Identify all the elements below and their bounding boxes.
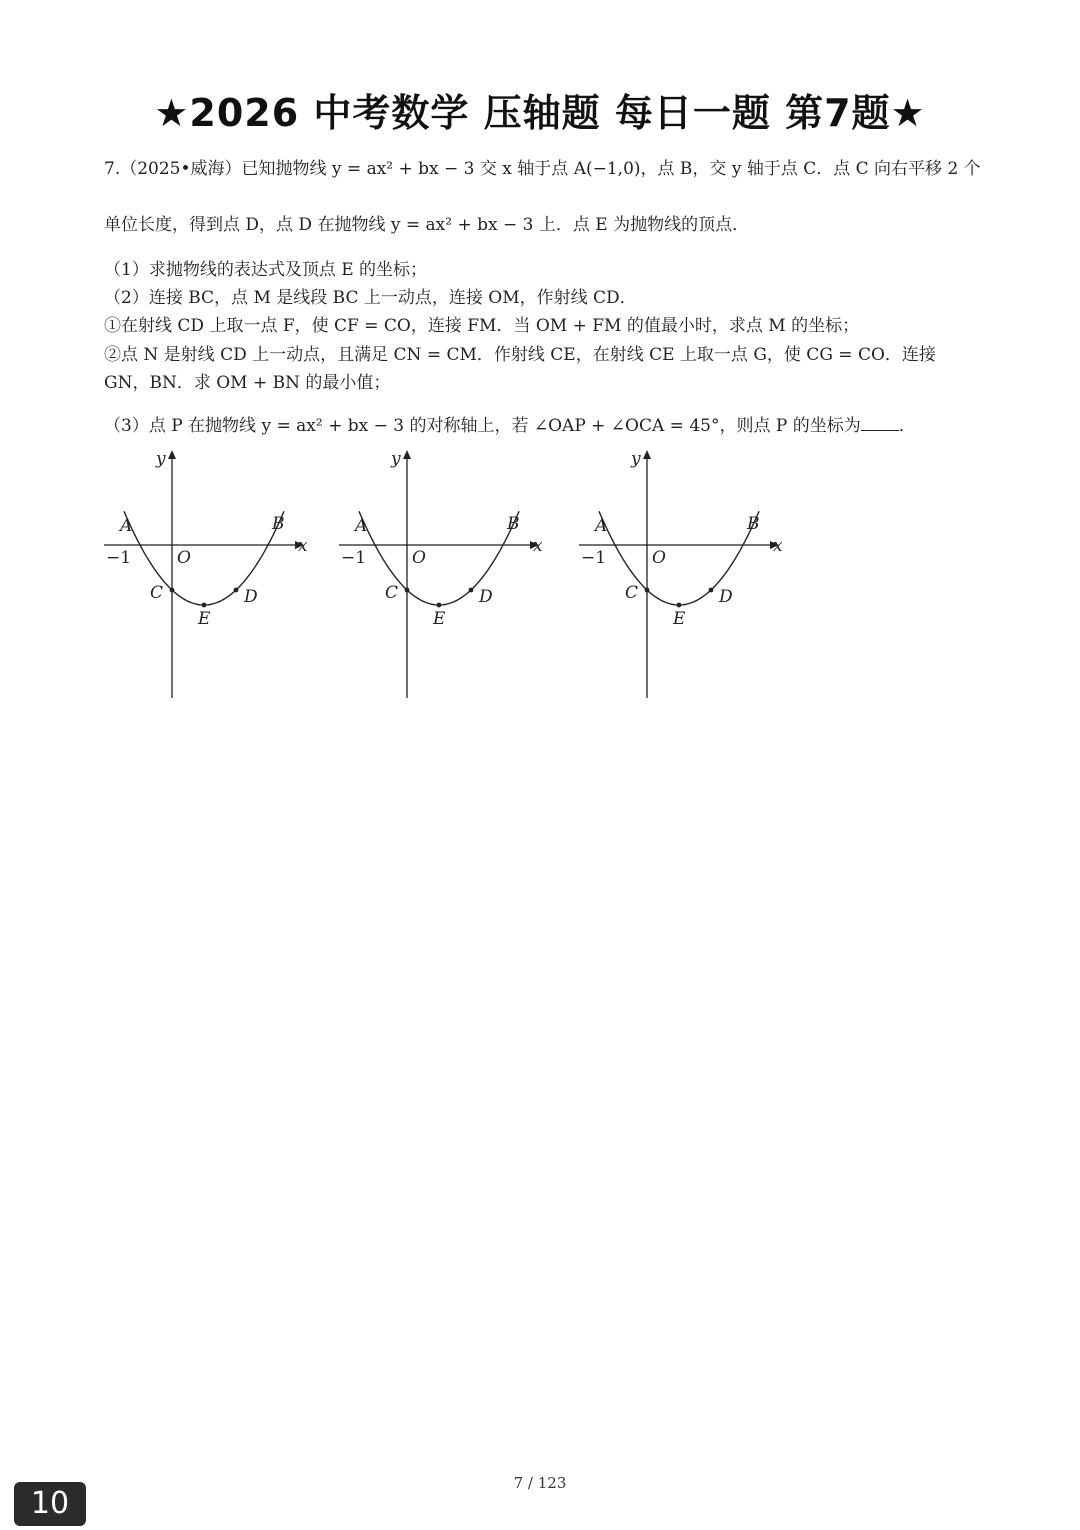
point-d xyxy=(709,588,714,593)
question-2a: ①在射线 CD 上取一点 F，使 CF = CO，连接 FM．当 OM + FM 的值最小时，求点 M 的坐标； xyxy=(104,316,860,336)
answer-blank xyxy=(861,416,899,431)
label-c: C xyxy=(385,583,399,603)
label-a: A xyxy=(120,516,133,536)
y-axis-arrow xyxy=(168,450,176,459)
label-e: E xyxy=(673,609,686,629)
label-x: x xyxy=(773,536,783,556)
label-y: y xyxy=(156,449,166,469)
parabola-svg xyxy=(575,448,785,703)
question-2b-line-2: GN，BN．求 OM + BN 的最小值； xyxy=(104,373,391,393)
label-c: C xyxy=(150,583,164,603)
parabola-curve xyxy=(599,511,759,605)
label-y: y xyxy=(391,449,401,469)
point-d xyxy=(469,588,474,593)
parabola-curve xyxy=(359,511,519,605)
parabola-figure-2 xyxy=(335,448,545,703)
label-d: D xyxy=(719,587,733,607)
problem-line-1: 7.（2025•威海）已知抛物线 y = ax² + bx − 3 交 x 轴于点 A(−1,0)，点 B，交 y 轴于点 C．点 C 向右平移 2 个 xyxy=(104,159,981,179)
label-d: D xyxy=(479,587,493,607)
label-d: D xyxy=(244,587,258,607)
page-badge: 10 xyxy=(14,1482,86,1526)
question-3-end: ． xyxy=(898,416,916,436)
page-title: ★2026 中考数学 压轴题 每日一题 第7题★ xyxy=(154,91,926,135)
parabola-curve xyxy=(124,511,284,605)
parabola-svg xyxy=(100,448,310,703)
parabola-figure-1 xyxy=(100,448,310,703)
label-b: B xyxy=(507,514,520,534)
parabola-svg xyxy=(335,448,545,703)
label-x: x xyxy=(298,536,308,556)
point-c xyxy=(645,588,650,593)
label-o: O xyxy=(412,548,426,568)
label-neg1: −1 xyxy=(581,548,607,568)
point-e xyxy=(677,603,682,608)
figure-row xyxy=(100,448,800,708)
label-b: B xyxy=(747,514,760,534)
label-o: O xyxy=(652,548,666,568)
label-a: A xyxy=(355,516,368,536)
problem-line-2: 单位长度，得到点 D，点 D 在抛物线 y = ax² + bx − 3 上．点 E 为抛物线的顶点． xyxy=(104,215,750,235)
point-c xyxy=(170,588,175,593)
label-e: E xyxy=(433,609,446,629)
label-y: y xyxy=(631,449,641,469)
label-a: A xyxy=(595,516,608,536)
point-e xyxy=(437,603,442,608)
parabola-figure-3 xyxy=(575,448,785,703)
label-neg1: −1 xyxy=(106,548,132,568)
point-e xyxy=(202,603,207,608)
question-1: （1）求抛物线的表达式及顶点 E 的坐标； xyxy=(104,260,428,280)
y-axis-arrow xyxy=(643,450,651,459)
question-3 xyxy=(104,411,916,436)
label-neg1: −1 xyxy=(341,548,367,568)
question-3-text: （3）点 P 在抛物线 y = ax² + bx − 3 的对称轴上，若 ∠OAP + ∠OCA = 45°，则点 P 的坐标为 xyxy=(104,416,861,436)
question-2: （2）连接 BC，点 M 是线段 BC 上一动点，连接 OM，作射线 CD． xyxy=(104,288,637,308)
point-d xyxy=(234,588,239,593)
y-axis-arrow xyxy=(403,450,411,459)
label-x: x xyxy=(533,536,543,556)
label-e: E xyxy=(198,609,211,629)
label-b: B xyxy=(272,514,285,534)
page-number: 7 / 123 xyxy=(513,1474,567,1492)
question-2b-line-1: ②点 N 是射线 CD 上一动点，且满足 CN = CM．作射线 CE，在射线 CE 上取一点 G，使 CG = CO．连接 xyxy=(104,345,936,365)
point-c xyxy=(405,588,410,593)
label-o: O xyxy=(177,548,191,568)
label-c: C xyxy=(625,583,639,603)
